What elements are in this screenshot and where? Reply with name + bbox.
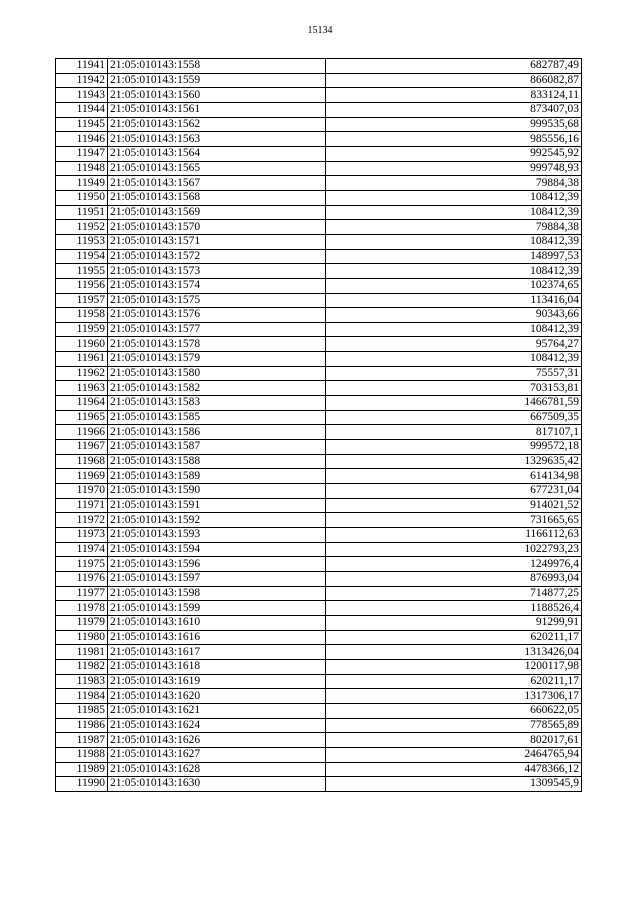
table-row (56, 454, 582, 469)
cadastral-value-cell: 660622,05 (326, 703, 582, 718)
row-number-cell: 11954 (56, 249, 108, 264)
table-row (56, 557, 582, 572)
table-row (56, 322, 582, 337)
cadastral-number-cell: 21:05:010143:1588 (108, 454, 326, 469)
table-row (56, 176, 582, 191)
row-number-cell: 11948 (56, 161, 108, 176)
cadastral-value-cell: 985556,16 (326, 132, 582, 147)
cadastral-number-cell: 21:05:010143:1610 (108, 615, 326, 630)
table-row (56, 73, 582, 88)
cadastral-value-cell: 75557,31 (326, 366, 582, 381)
row-number-cell: 11946 (56, 132, 108, 147)
cadastral-value-cell: 108412,39 (326, 190, 582, 205)
cadastral-value-cell: 1188526,4 (326, 601, 582, 616)
table-row (56, 220, 582, 235)
table-row (56, 513, 582, 528)
table-row (56, 645, 582, 660)
cadastral-number-cell: 21:05:010143:1562 (108, 117, 326, 132)
table-row (56, 234, 582, 249)
cadastral-number-cell: 21:05:010143:1559 (108, 73, 326, 88)
table-row (56, 630, 582, 645)
table-row (56, 718, 582, 733)
cadastral-number-cell: 21:05:010143:1590 (108, 484, 326, 499)
cadastral-value-table (55, 58, 582, 792)
cadastral-value-cell: 802017,61 (326, 733, 582, 748)
table-row (56, 689, 582, 704)
cadastral-number-cell: 21:05:010143:1579 (108, 352, 326, 367)
cadastral-number-cell: 21:05:010143:1618 (108, 659, 326, 674)
cadastral-number-cell: 21:05:010143:1597 (108, 571, 326, 586)
row-number-cell: 11967 (56, 440, 108, 455)
table-row (56, 703, 582, 718)
cadastral-number-cell: 21:05:010143:1580 (108, 366, 326, 381)
table-row (56, 102, 582, 117)
row-number-cell: 11964 (56, 396, 108, 411)
row-number-cell: 11960 (56, 337, 108, 352)
cadastral-value-cell: 731665,65 (326, 513, 582, 528)
row-number-cell: 11953 (56, 234, 108, 249)
row-number-cell: 11955 (56, 264, 108, 279)
cadastral-value-cell: 1309545,9 (326, 777, 582, 792)
cadastral-number-cell: 21:05:010143:1587 (108, 440, 326, 455)
row-number-cell: 11984 (56, 689, 108, 704)
cadastral-number-cell: 21:05:010143:1627 (108, 747, 326, 762)
row-number-cell: 11976 (56, 571, 108, 586)
cadastral-number-cell: 21:05:010143:1565 (108, 161, 326, 176)
cadastral-number-cell: 21:05:010143:1628 (108, 762, 326, 777)
cadastral-value-cell: 1466781,59 (326, 396, 582, 411)
table-row (56, 249, 582, 264)
cadastral-value-cell: 108412,39 (326, 234, 582, 249)
page-number: 15134 (307, 25, 333, 36)
table-row (56, 278, 582, 293)
cadastral-number-cell: 21:05:010143:1564 (108, 146, 326, 161)
cadastral-number-cell: 21:05:010143:1574 (108, 278, 326, 293)
table-row (56, 205, 582, 220)
cadastral-value-cell: 1022793,23 (326, 542, 582, 557)
cadastral-number-cell: 21:05:010143:1621 (108, 703, 326, 718)
cadastral-value-cell: 999748,93 (326, 161, 582, 176)
row-number-cell: 11988 (56, 747, 108, 762)
table-row (56, 586, 582, 601)
table-row (56, 410, 582, 425)
cadastral-number-cell: 21:05:010143:1571 (108, 234, 326, 249)
table-row (56, 425, 582, 440)
cadastral-number-cell: 21:05:010143:1575 (108, 293, 326, 308)
row-number-cell: 11963 (56, 381, 108, 396)
row-number-cell: 11986 (56, 718, 108, 733)
row-number-cell: 11947 (56, 146, 108, 161)
table-row (56, 396, 582, 411)
cadastral-value-cell: 914021,52 (326, 498, 582, 513)
row-number-cell: 11949 (56, 176, 108, 191)
cadastral-value-cell: 102374,65 (326, 278, 582, 293)
row-number-cell: 11942 (56, 73, 108, 88)
cadastral-number-cell: 21:05:010143:1630 (108, 777, 326, 792)
table-row (56, 484, 582, 499)
table-row (56, 308, 582, 323)
cadastral-value-cell: 1317306,17 (326, 689, 582, 704)
cadastral-number-cell: 21:05:010143:1563 (108, 132, 326, 147)
table-row (56, 733, 582, 748)
table-row (56, 762, 582, 777)
row-number-cell: 11943 (56, 88, 108, 103)
row-number-cell: 11973 (56, 528, 108, 543)
table-row (56, 542, 582, 557)
cadastral-value-cell: 1166112,63 (326, 528, 582, 543)
row-number-cell: 11980 (56, 630, 108, 645)
table-row (56, 146, 582, 161)
cadastral-value-cell: 108412,39 (326, 322, 582, 337)
row-number-cell: 11950 (56, 190, 108, 205)
row-number-cell: 11972 (56, 513, 108, 528)
cadastral-value-cell: 703153,81 (326, 381, 582, 396)
cadastral-value-cell: 620211,17 (326, 630, 582, 645)
cadastral-value-cell: 992545,92 (326, 146, 582, 161)
cadastral-number-cell: 21:05:010143:1589 (108, 469, 326, 484)
cadastral-value-cell: 817107,1 (326, 425, 582, 440)
cadastral-value-cell: 614134,98 (326, 469, 582, 484)
cadastral-value-cell: 1249976,4 (326, 557, 582, 572)
row-number-cell: 11968 (56, 454, 108, 469)
row-number-cell: 11985 (56, 703, 108, 718)
row-number-cell: 11979 (56, 615, 108, 630)
row-number-cell: 11941 (56, 59, 108, 74)
row-number-cell: 11965 (56, 410, 108, 425)
cadastral-number-cell: 21:05:010143:1591 (108, 498, 326, 513)
row-number-cell: 11990 (56, 777, 108, 792)
cadastral-value-cell: 95764,27 (326, 337, 582, 352)
cadastral-number-cell: 21:05:010143:1619 (108, 674, 326, 689)
row-number-cell: 11971 (56, 498, 108, 513)
cadastral-value-cell: 4478366,12 (326, 762, 582, 777)
cadastral-number-cell: 21:05:010143:1583 (108, 396, 326, 411)
cadastral-value-cell: 1200117,98 (326, 659, 582, 674)
cadastral-value-cell: 108412,39 (326, 205, 582, 220)
cadastral-number-cell: 21:05:010143:1577 (108, 322, 326, 337)
cadastral-value-cell: 1313426,04 (326, 645, 582, 660)
table-row (56, 132, 582, 147)
table-row (56, 498, 582, 513)
table-body (56, 59, 582, 792)
cadastral-value-cell: 148997,53 (326, 249, 582, 264)
cadastral-value-cell: 1329635,42 (326, 454, 582, 469)
cadastral-number-cell: 21:05:010143:1617 (108, 645, 326, 660)
table-row (56, 528, 582, 543)
row-number-cell: 11969 (56, 469, 108, 484)
row-number-cell: 11975 (56, 557, 108, 572)
cadastral-value-cell: 873407,03 (326, 102, 582, 117)
table-row (56, 659, 582, 674)
table-row (56, 59, 582, 74)
row-number-cell: 11952 (56, 220, 108, 235)
cadastral-number-cell: 21:05:010143:1569 (108, 205, 326, 220)
row-number-cell: 11989 (56, 762, 108, 777)
table-row (56, 440, 582, 455)
table-row (56, 337, 582, 352)
cadastral-number-cell: 21:05:010143:1560 (108, 88, 326, 103)
row-number-cell: 11977 (56, 586, 108, 601)
cadastral-value-cell: 620211,17 (326, 674, 582, 689)
cadastral-value-cell: 833124,11 (326, 88, 582, 103)
row-number-cell: 11981 (56, 645, 108, 660)
row-number-cell: 11957 (56, 293, 108, 308)
cadastral-number-cell: 21:05:010143:1585 (108, 410, 326, 425)
table-row (56, 674, 582, 689)
cadastral-number-cell: 21:05:010143:1596 (108, 557, 326, 572)
cadastral-value-cell: 999572,18 (326, 440, 582, 455)
cadastral-number-cell: 21:05:010143:1620 (108, 689, 326, 704)
cadastral-value-cell: 876993,04 (326, 571, 582, 586)
cadastral-value-cell: 91299,91 (326, 615, 582, 630)
row-number-cell: 11982 (56, 659, 108, 674)
cadastral-number-cell: 21:05:010143:1558 (108, 59, 326, 74)
cadastral-number-cell: 21:05:010143:1567 (108, 176, 326, 191)
cadastral-value-cell: 677231,04 (326, 484, 582, 499)
table-row (56, 117, 582, 132)
row-number-cell: 11987 (56, 733, 108, 748)
cadastral-value-cell: 90343,66 (326, 308, 582, 323)
cadastral-number-cell: 21:05:010143:1582 (108, 381, 326, 396)
cadastral-number-cell: 21:05:010143:1626 (108, 733, 326, 748)
cadastral-value-cell: 113416,04 (326, 293, 582, 308)
cadastral-number-cell: 21:05:010143:1593 (108, 528, 326, 543)
cadastral-value-cell: 682787,49 (326, 59, 582, 74)
cadastral-value-cell: 778565,89 (326, 718, 582, 733)
cadastral-value-cell: 108412,39 (326, 264, 582, 279)
row-number-cell: 11945 (56, 117, 108, 132)
cadastral-number-cell: 21:05:010143:1624 (108, 718, 326, 733)
row-number-cell: 11978 (56, 601, 108, 616)
table-row (56, 777, 582, 792)
row-number-cell: 11983 (56, 674, 108, 689)
table-row (56, 615, 582, 630)
cadastral-value-cell: 866082,87 (326, 73, 582, 88)
cadastral-number-cell: 21:05:010143:1598 (108, 586, 326, 601)
cadastral-value-cell: 79884,38 (326, 176, 582, 191)
cadastral-value-cell: 79884,38 (326, 220, 582, 235)
cadastral-number-cell: 21:05:010143:1570 (108, 220, 326, 235)
cadastral-number-cell: 21:05:010143:1578 (108, 337, 326, 352)
table-row (56, 264, 582, 279)
table-row (56, 381, 582, 396)
cadastral-number-cell: 21:05:010143:1592 (108, 513, 326, 528)
cadastral-value-cell: 714877,25 (326, 586, 582, 601)
cadastral-number-cell: 21:05:010143:1599 (108, 601, 326, 616)
table-row (56, 293, 582, 308)
table-row (56, 190, 582, 205)
cadastral-number-cell: 21:05:010143:1594 (108, 542, 326, 557)
row-number-cell: 11956 (56, 278, 108, 293)
cadastral-value-cell: 667509,35 (326, 410, 582, 425)
table-row (56, 571, 582, 586)
row-number-cell: 11959 (56, 322, 108, 337)
cadastral-number-cell: 21:05:010143:1616 (108, 630, 326, 645)
table-row (56, 352, 582, 367)
cadastral-value-cell: 999535,68 (326, 117, 582, 132)
cadastral-value-cell: 2464765,94 (326, 747, 582, 762)
row-number-cell: 11961 (56, 352, 108, 367)
cadastral-number-cell: 21:05:010143:1572 (108, 249, 326, 264)
table-row (56, 469, 582, 484)
row-number-cell: 11974 (56, 542, 108, 557)
table-row (56, 88, 582, 103)
table-row (56, 601, 582, 616)
table-row (56, 747, 582, 762)
row-number-cell: 11970 (56, 484, 108, 499)
row-number-cell: 11944 (56, 102, 108, 117)
row-number-cell: 11951 (56, 205, 108, 220)
row-number-cell: 11966 (56, 425, 108, 440)
cadastral-number-cell: 21:05:010143:1561 (108, 102, 326, 117)
row-number-cell: 11958 (56, 308, 108, 323)
cadastral-number-cell: 21:05:010143:1568 (108, 190, 326, 205)
table-row (56, 366, 582, 381)
cadastral-number-cell: 21:05:010143:1576 (108, 308, 326, 323)
cadastral-number-cell: 21:05:010143:1573 (108, 264, 326, 279)
cadastral-number-cell: 21:05:010143:1586 (108, 425, 326, 440)
table-row (56, 161, 582, 176)
row-number-cell: 11962 (56, 366, 108, 381)
cadastral-value-cell: 108412,39 (326, 352, 582, 367)
